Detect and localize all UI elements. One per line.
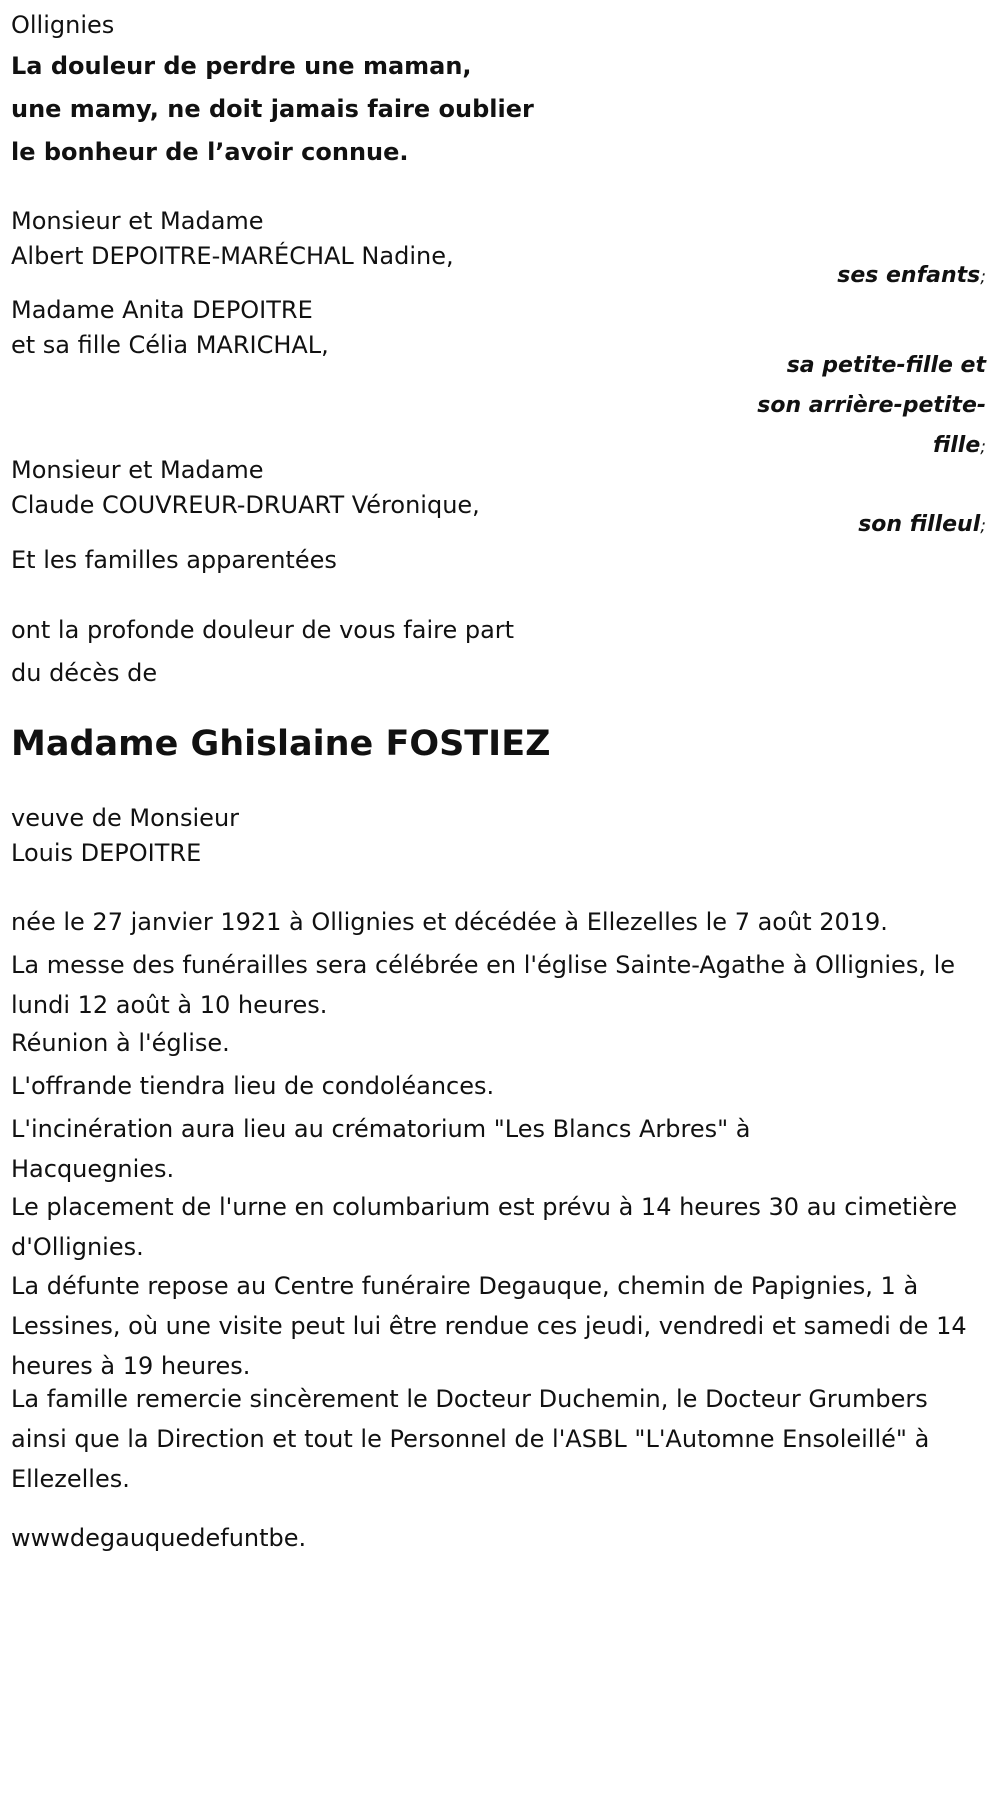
family-1-line-2: Albert DEPOITRE-MARÉCHAL Nadine, bbox=[11, 242, 454, 270]
paragraph-offering: L'offrande tiendra lieu de condoléances. bbox=[11, 1072, 495, 1100]
paragraph-urn: Le placement de l'urne en columbarium est prévu à 14 heures 30 au cimetière d'Ollignies. bbox=[11, 1193, 958, 1261]
family-3-line-2: Claude COUVREUR-DRUART Véronique, bbox=[11, 491, 480, 519]
family-2-role-line-1: sa petite-fille et bbox=[786, 353, 986, 378]
family-2-line-2: et sa fille Célia MARICHAL, bbox=[11, 331, 329, 359]
role-suffix: ; bbox=[980, 267, 986, 287]
family-3-role-text: son filleul bbox=[858, 512, 981, 537]
website: wwwdegauquedefuntbe. bbox=[11, 1524, 307, 1552]
family-3-role bbox=[706, 505, 986, 546]
family-3-line-1: Monsieur et Madame bbox=[11, 456, 264, 484]
family-2-line-1: Madame Anita DEPOITRE bbox=[11, 296, 313, 324]
family-2-role-line-3: fille bbox=[932, 433, 981, 458]
family-2-role-line-3-wrap bbox=[706, 426, 986, 467]
announcement-line-2: du décès de bbox=[11, 659, 158, 687]
quote-line-3: le bonheur de l’avoir connue. bbox=[11, 138, 409, 166]
quote-line-1: La douleur de perdre une maman, bbox=[11, 52, 472, 80]
role-suffix: ; bbox=[980, 437, 986, 457]
family-1-role bbox=[706, 256, 986, 297]
paragraph-repose: La défunte repose au Centre funéraire Degauque, chemin de Papignies, 1 à Lessines, où une visite peut lui être rendue ces jeudi, vendredi et samedi de 14 heures à 19 heures. bbox=[11, 1272, 967, 1380]
paragraph-mass: La messe des funérailles sera célébrée en l'église Sainte-Agathe à Ollignies, le lundi 12 août à 10 heures. bbox=[11, 951, 956, 1019]
role-suffix: ; bbox=[980, 516, 986, 536]
quote-line-2: une mamy, ne doit jamais faire oublier bbox=[11, 95, 534, 123]
widow-line-1: veuve de Monsieur bbox=[11, 804, 240, 832]
other-families: Et les familles apparentées bbox=[11, 546, 337, 574]
widow-line-2: Louis DEPOITRE bbox=[11, 839, 202, 867]
paragraph-meeting: Réunion à l'église. bbox=[11, 1029, 230, 1057]
family-2-role-line-2: son arrière-petite- bbox=[757, 393, 986, 418]
family-1-role-text: ses enfants bbox=[837, 263, 981, 288]
paragraph-birth-death: née le 27 janvier 1921 à Ollignies et décédée à Ellezelles le 7 août 2019. bbox=[11, 908, 888, 936]
location-heading: Ollignies bbox=[11, 11, 115, 39]
paragraph-cremation: L'incinération aura lieu au crématorium "Les Blancs Arbres" à Hacquegnies. bbox=[11, 1115, 751, 1183]
deceased-name: Madame Ghislaine FOSTIEZ bbox=[11, 724, 551, 764]
family-2-role bbox=[706, 346, 986, 467]
announcement-line-1: ont la profonde douleur de vous faire part bbox=[11, 616, 515, 644]
paragraph-thanks: La famille remercie sincèrement le Docteur Duchemin, le Docteur Grumbers ainsi que la Direction et tout le Personnel de l'ASBL "L'Automne Ensoleillé" à Ellezelles. bbox=[11, 1385, 930, 1493]
family-1-line-1: Monsieur et Madame bbox=[11, 207, 264, 235]
